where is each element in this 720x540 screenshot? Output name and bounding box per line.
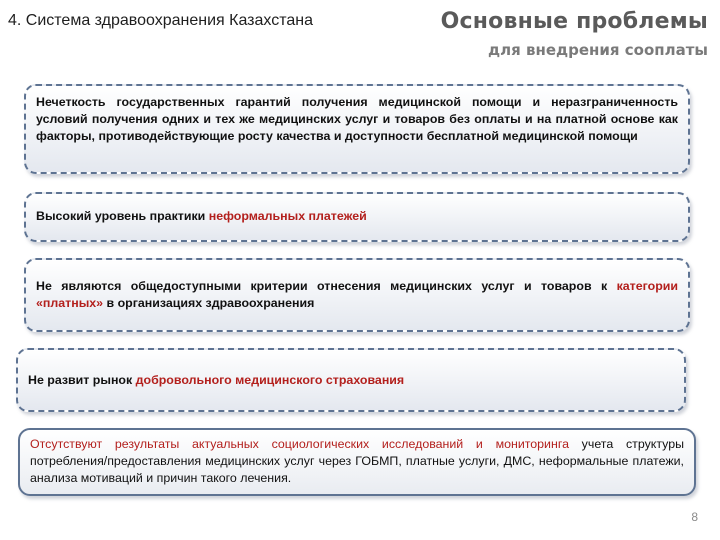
problem-text: Не являются общедоступными критерии отнесения медицинских услуг и товаров к xyxy=(36,279,617,293)
heading-sub: для внедрения сооплаты xyxy=(488,41,708,59)
problem-highlight: категории «платных» xyxy=(36,279,678,310)
problem-box-2 xyxy=(24,192,690,242)
problem-text: Нечеткость государственных гарантий получения медицинской помощи и неразграниченность условий получения одних и тех же медицинских услуг и товаров без оплаты и на платной основе как факторы, противодействующие росту качества и доступности бесплатной медицинской помощи xyxy=(36,95,678,143)
problem-box-3 xyxy=(24,258,690,332)
heading-main: Основные проблемы xyxy=(440,9,708,34)
problem-highlight: неформальных платежей xyxy=(208,209,367,223)
problem-text: Не развит рынок xyxy=(28,373,136,387)
problem-text-after: в организациях здравоохранения xyxy=(103,296,315,310)
problem-highlight: добровольного медицинского страхования xyxy=(135,373,405,387)
problem-text: Высокий уровень практики xyxy=(36,209,209,223)
problem-box-1 xyxy=(24,84,690,174)
page-number: 8 xyxy=(691,510,698,524)
problem-box-4 xyxy=(16,348,686,412)
problem-text-after: учета структуры потребления/предоставления медицинских услуг через ГОБМП, платные услуги, ДМС, неформальные платежи, анализа мотиваций и причин такого лечения. xyxy=(30,437,684,485)
problem-box-5 xyxy=(18,428,696,496)
problem-highlight: Отсутствуют результаты актуальных социологических исследований и мониторинга xyxy=(30,437,569,451)
slide-title: 4. Система здравоохранения Казахстана xyxy=(8,12,314,29)
